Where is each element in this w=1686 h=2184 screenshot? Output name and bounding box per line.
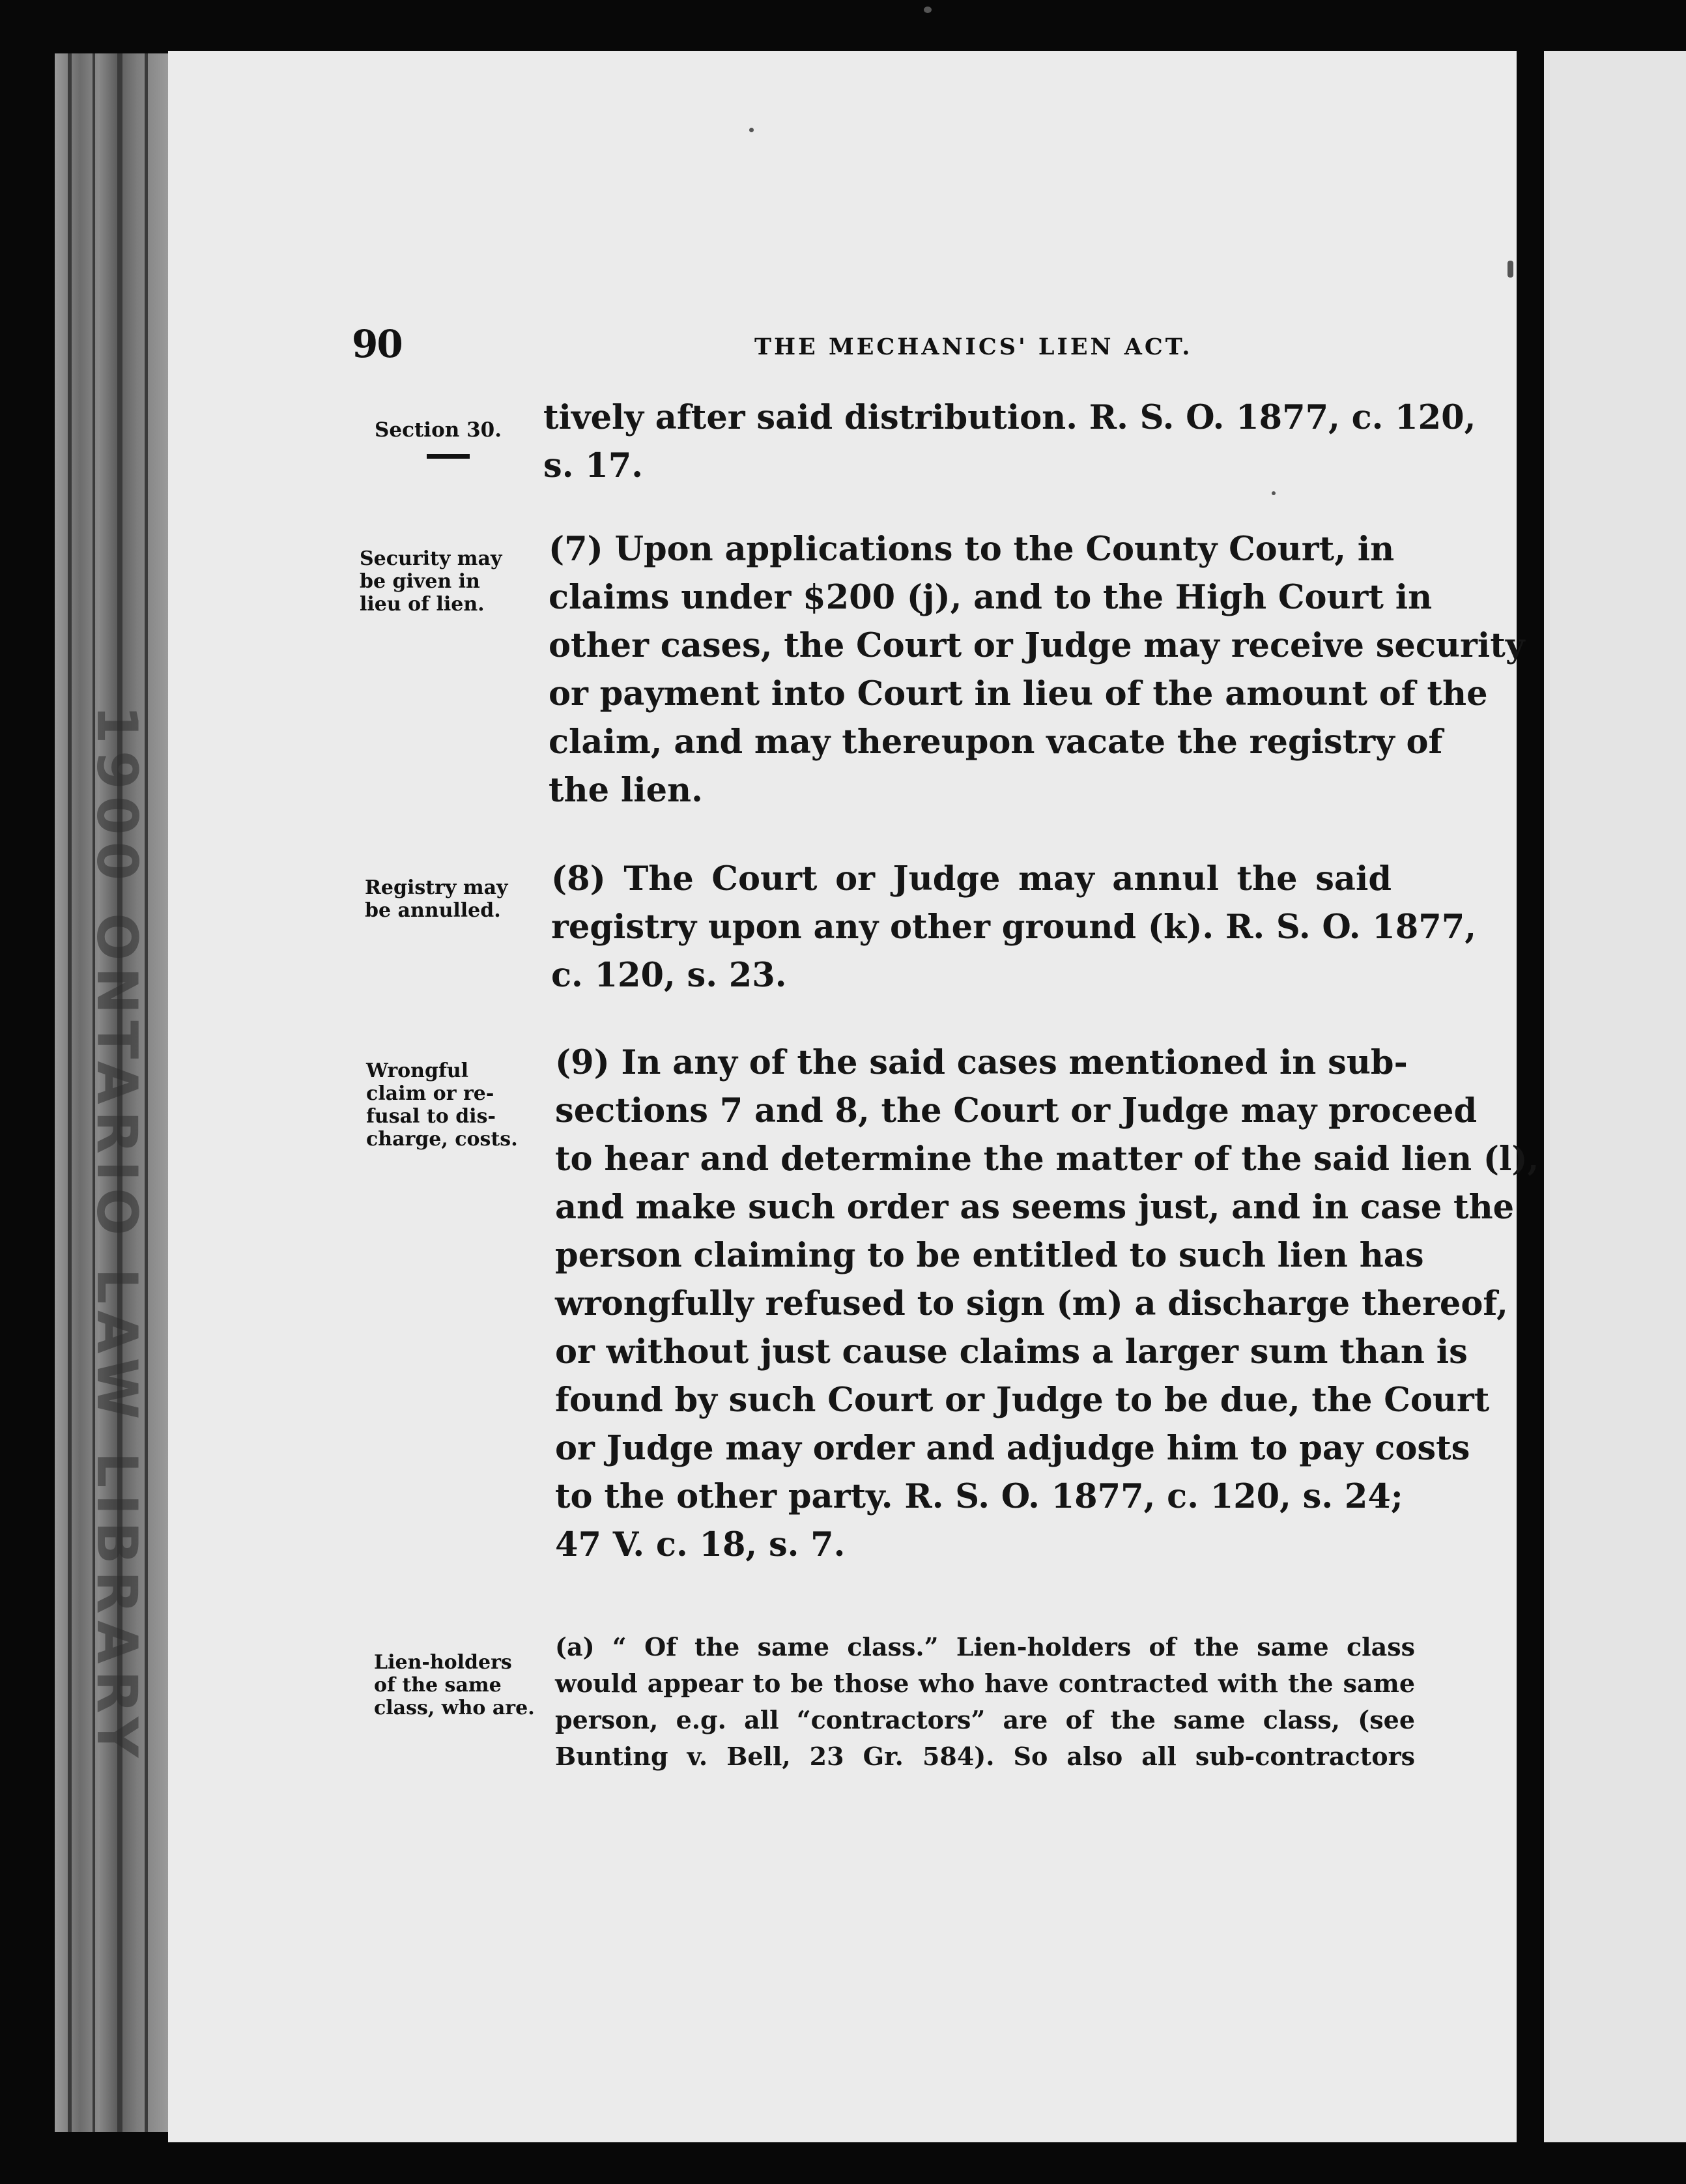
- side-note-line: claim or re-: [366, 1082, 494, 1105]
- text-line: 47 V. c. 18, s. 7.: [555, 1525, 846, 1564]
- text-line: or Judge may order and adjudge him to pay costs: [555, 1429, 1470, 1468]
- continuation-paragraph: [543, 394, 1476, 490]
- text-line: (9) In any of the said cases mentioned in sub-: [555, 1043, 1408, 1082]
- side-note-line: be given in: [360, 570, 480, 593]
- text-line: (7) Upon applications to the County Court, in: [549, 530, 1395, 569]
- text-line: tively after said distribution. R. S. O. 1877, c. 120,: [543, 398, 1476, 437]
- text-line: or without just cause claims a larger sum than is: [555, 1332, 1468, 1372]
- text-line: c. 120, s. 23.: [551, 956, 787, 995]
- page-number: 90: [352, 322, 402, 366]
- footnote-a-paragraph: [555, 1629, 1415, 1775]
- side-note-security: [360, 547, 502, 616]
- side-note-line: fusal to dis-: [366, 1105, 496, 1128]
- text-line: claim, and may thereupon vacate the registry of: [549, 723, 1443, 762]
- text-line: to hear and determine the matter of the said lien (l),: [555, 1140, 1539, 1179]
- side-note-line: Registry may: [365, 876, 508, 899]
- running-head: THE MECHANICS' LIEN ACT.: [754, 334, 1193, 360]
- text-line: would appear to be those who have contracted with the same: [555, 1669, 1415, 1698]
- text-line: to the other party. R. S. O. 1877, c. 120, s. 24;: [555, 1477, 1403, 1516]
- side-note-line: of the same: [374, 1674, 502, 1697]
- side-note-line: Security may: [360, 547, 502, 570]
- subsection-7-paragraph: [549, 525, 1525, 814]
- text-line: person claiming to be entitled to such lien has: [555, 1236, 1424, 1275]
- side-note-line: Lien-holders: [374, 1651, 512, 1674]
- text-line: sections 7 and 8, the Court or Judge may proceed: [555, 1091, 1478, 1130]
- side-note-line: charge, costs.: [366, 1128, 518, 1151]
- text-line: wrongfully refused to sign (m) a discharge thereof,: [555, 1284, 1508, 1323]
- side-note-line: be annulled.: [365, 899, 501, 922]
- side-note-registry: [365, 876, 507, 922]
- text-line: other cases, the Court or Judge may receive security: [549, 626, 1525, 665]
- text-line: s. 17.: [543, 446, 643, 485]
- text-line: and make such order as seems just, and in case the: [555, 1188, 1515, 1227]
- text-line: person, e.g. all “contractors” are of the same class, (see: [555, 1705, 1415, 1734]
- side-note-line: lieu of lien.: [360, 593, 485, 616]
- side-note-line: Wrongful: [366, 1059, 469, 1082]
- text-line: (a) “ Of the same class.” Lien-holders of the same class: [555, 1632, 1415, 1661]
- text-line: found by such Court or Judge to be due, the Court: [555, 1381, 1490, 1420]
- text-line: (8) The Court or Judge may annul the said: [551, 859, 1392, 898]
- side-note-wrongful-claim: [366, 1059, 518, 1151]
- side-note-line: class, who are.: [374, 1697, 535, 1719]
- section-label: Section 30.: [375, 418, 502, 442]
- subsection-8-paragraph: [551, 855, 1477, 999]
- text-line: registry upon any other ground (k). R. S. O. 1877,: [551, 908, 1477, 947]
- text-line: claims under $200 (j), and to the High Court in: [549, 578, 1433, 617]
- spine-stamp-text: 1900 ONTARIO LAW LIBRARY: [84, 705, 149, 1764]
- text-line: the lien.: [549, 771, 703, 810]
- text-line: Bunting v. Bell, 23 Gr. 584). So also all sub-contractors: [555, 1742, 1415, 1771]
- facing-page-edge: [1544, 51, 1686, 2142]
- subsection-9-paragraph: [555, 1039, 1539, 1569]
- side-note-lien-holders: [374, 1651, 535, 1719]
- book-spine-edge: [55, 53, 169, 2132]
- section-rule-divider: [427, 454, 470, 459]
- text-line: or payment into Court in lieu of the amount of the: [549, 674, 1488, 713]
